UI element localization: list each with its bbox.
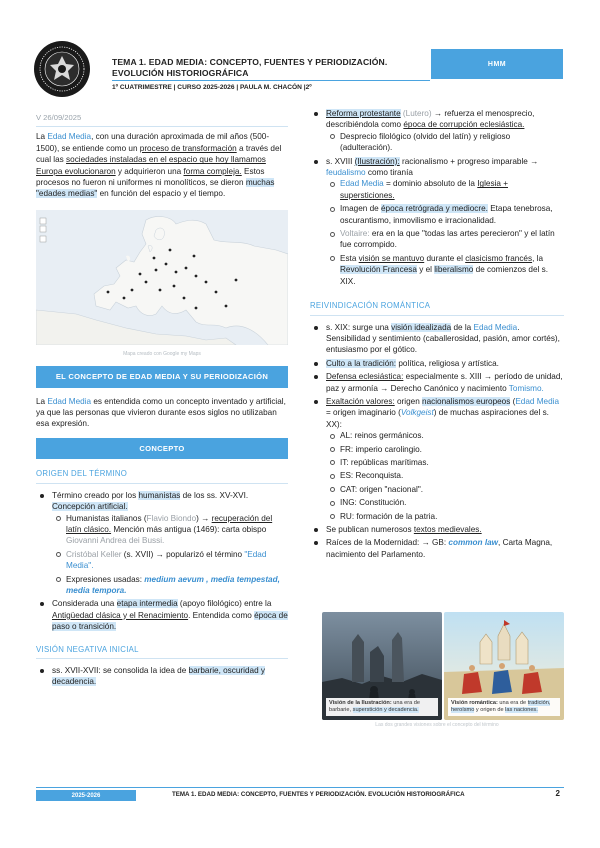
reform-sublist (326, 131, 564, 154)
page-header (0, 0, 600, 100)
europe-map (36, 210, 288, 345)
negative-view-list (36, 665, 288, 688)
origin-sublist (52, 513, 288, 597)
list-item: Considerada una etapa intermedia (apoyo filológico) entre la Antigüedad clásica y el Renacimiento. Entendida como época de paso o transición. (52, 599, 288, 632)
list-item: s. XIX: surge una visión idealizada de la Edad Media. Sensibilidad y sentimiento (caballerosidad, pasión, amor cortés), entusiasmo por el gótico. (326, 322, 564, 356)
romantic-caption: Visión romántica: una era de tradición, heroísmo y origen de las naciones. (448, 698, 560, 716)
section-heading-concepto-periodizacion: EL CONCEPTO DE EDAD MEDIA Y SU PERIODIZACIÓN (36, 366, 288, 387)
list-item: Término creado por los humanistas de los ss. XV-XVI. Concepción artificial. Humanistas italianos (Flavio Biondo) → recuperación del latín clásico. Mención más antigua (1469): carta obispo Giovanni Andrea dei Bussi. Cristóbal Keller (s. XVII) → popularizó el término "Edad Media". Expresiones usadas: medium aevum , media tempestad, media tempora. (52, 490, 288, 597)
origin-heading: ORIGEN DEL TÉRMINO (36, 465, 288, 483)
list-item: Esta visión se mantuvo durante el clasicismo francés, la Revolución Francesa y el liberalismo de comienzos del s. XIX. (340, 253, 564, 287)
intro-paragraph: La Edad Media, con una duración aproximada de mil años (500-1500), se entiende como un proceso de transformación a través del cual las sociedades instaladas en el espacio que hoy llamamos Europa evolucionaron y adquirieron una forma compleja. Estos procesos no fueron ni uniformes ni monolíticos, se dieron muchas "edades medias" en función del espacio y el tiempo. (36, 132, 282, 199)
list-item: FR: imperio carolingio. (340, 444, 564, 455)
page-number: 2 (555, 789, 560, 798)
romantic-list (310, 322, 564, 561)
list-item: Defensa eclesiástica: especialmente s. XIII → período de unidad, paz y armonía → Derecho Canónico y nacimiento Tomismo. (326, 372, 563, 393)
list-item: IT: repúblicas marítimas. (340, 457, 564, 468)
list-item: ss. XVII-XVII: se consolida la idea de barbarie, oscuridad y decadencia. (52, 665, 288, 688)
list-item: CAT: origen "nacional". (340, 484, 564, 495)
university-seal-logo (33, 40, 91, 98)
subject-badge: HMM (431, 49, 563, 79)
footer-year-badge: 2025-2026 (36, 790, 136, 801)
reform-list (310, 108, 564, 287)
concept-paragraph: La Edad Media es entendida como un concepto inventado y artificial, ya que las personas que vivieron durante esos siglos no utilizaban esa expresión. (36, 396, 286, 429)
list-item: AL: reinos germánicos. (340, 430, 564, 441)
map-caption: Mapa creado con Google my Maps (123, 350, 201, 357)
concepto-heading: CONCEPTO (36, 438, 288, 459)
list-item: Se publican numerosos textos medievales. (326, 524, 564, 535)
enlightenment-caption: Visión de la Ilustración: una era de barbarie, superstición y decadencia. (326, 698, 438, 716)
footer-title: TEMA 1. EDAD MEDIA: CONCEPTO, FUENTES Y PERIODIZACIÓN. EVOLUCIÓN HISTORIOGRÁFICA (172, 791, 465, 798)
list-item: Desprecio filológico (olvido del latín) y religioso (adulteración). (340, 131, 564, 154)
list-item: RU: formación de la patria. (340, 511, 564, 522)
left-column (36, 112, 288, 690)
class-date: V 26/09/2025 (36, 112, 288, 127)
enlightenment-illustration (322, 612, 442, 720)
romantic-illustration (444, 612, 564, 720)
header-rule (112, 80, 430, 81)
negative-view-heading: VISIÓN NEGATIVA INICIAL (36, 641, 288, 659)
list-item: Voltaire: era en la que "todas las artes perecieron" y el latín fue corrompido. (340, 228, 564, 251)
enlightenment-sublist (326, 178, 564, 287)
list-item: Exaltación valores: origen nacionalismos europeos (Edad Media = origen imaginario (Volkgeist) de muchas aspiraciones del s. XX): AL: reinos germánicos. FR: imperio carolingio. IT: repúblicas marítimas. ES: Reconquista. CAT: origen "nacional". ING: Constitución. RU: formación de la patria. (326, 396, 564, 522)
page-footer (36, 787, 564, 802)
origin-list (36, 490, 288, 633)
list-item: s. XVIII (Ilustración): racionalismo + progreso imparable → feudalismo como tiranía Edad Media = dominio absoluto de la Iglesia + supersticiones. Imagen de época retrógrada y mediocre. Etapa tenebrosa, oscurantismo, inmovilismo e irracionalidad. Voltaire: era en la que "todas las artes perecieron" y el latín fue corrompido. Esta visión se mantuvo durante el clasicismo francés, la Revolución Francesa y el liberalismo de comienzos del s. XIX. (326, 156, 564, 287)
list-item: Humanistas italianos (Flavio Biondo) → recuperación del latín clásico. Mención más antigua (1469): carta obispo Giovanni Andrea dei Bussi. (66, 513, 288, 547)
document-title: TEMA 1. EDAD MEDIA: CONCEPTO, FUENTES Y PERIODIZACIÓN. EVOLUCIÓN HISTORIOGRÁFICA (112, 57, 388, 78)
europe-map-drawing (36, 210, 288, 345)
list-item: Reforma protestante (Lutero) → refuerza el menosprecio, describiéndola como época de corrupción eclesiástica. Desprecio filológico (olvido del latín) y religioso (adulteración). (326, 108, 564, 154)
nationalisms-sublist (326, 430, 564, 522)
document-subtitle: 1º CUATRIMESTRE | CURSO 2025-2026 | PAULA M. CHACÓN |2º (112, 84, 312, 91)
list-item: ES: Reconquista. (340, 470, 564, 481)
right-column (310, 108, 564, 562)
list-item: Culto a la tradición: política, religiosa y artística. (326, 358, 564, 369)
list-item: Imagen de época retrógrada y mediocre. Etapa tenebrosa, oscurantismo, inmovilismo e irracionalidad. (340, 203, 564, 226)
list-item: Edad Media = dominio absoluto de la Iglesia + supersticiones. (340, 178, 564, 201)
list-item: ING: Constitución. (340, 497, 564, 508)
list-item: Cristóbal Keller (s. XVII) → popularizó el término "Edad Media". (66, 549, 288, 572)
list-item: Raíces de la Modernidad: → GB: common law, Carta Magna, nacimiento del Parlamento. (326, 537, 564, 560)
list-item: Expresiones usadas: medium aevum , media tempestad, media tempora. (66, 574, 288, 597)
romantic-heading: REIVINDICACIÓN ROMÁNTICA (310, 297, 564, 315)
illustrations-caption: Las dos grandes visiones sobre el concepto del término (375, 722, 499, 728)
